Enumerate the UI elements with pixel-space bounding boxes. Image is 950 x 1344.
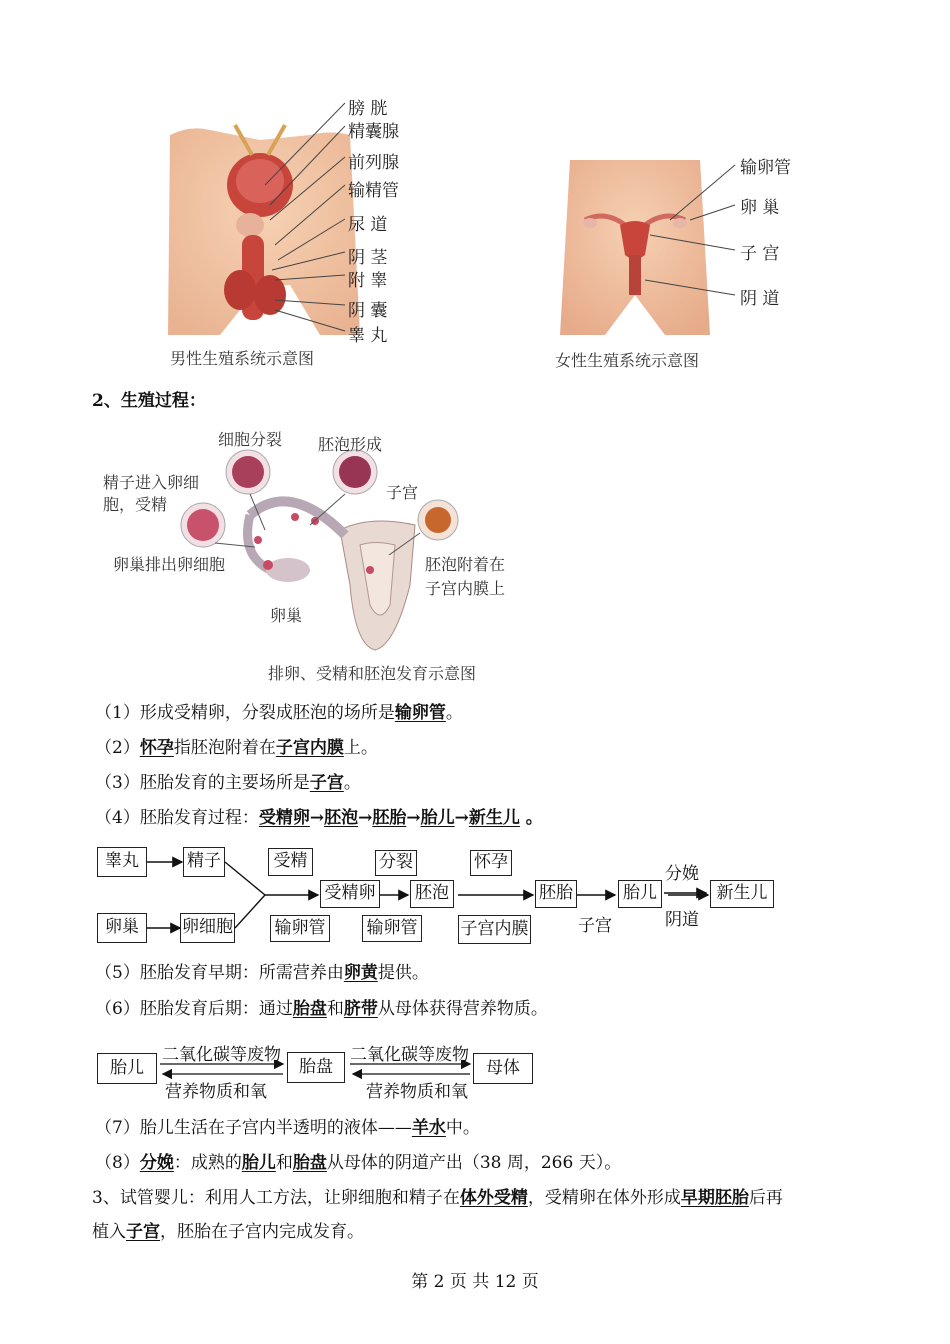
label-uterus: 子 宫 [740,244,780,264]
arrow: → [454,808,469,828]
label-vagina: 阴 道 [740,289,780,309]
item-2-answer-1: 怀孕 [139,738,174,758]
flow-2-arrows [155,1060,480,1080]
section-3-mid: ，受精卵在体外形成 [527,1188,681,1208]
box-testis: 睾丸 [97,847,147,877]
label-ovary: 卵 巢 [740,198,780,218]
box-fetus-2: 胎儿 [97,1053,157,1084]
item-5 [95,962,429,984]
box-ovary: 卵巢 [97,913,147,943]
item-7-post: 中。 [445,1118,480,1138]
item-5-pre: （5）胚胎发育早期：所需营养由 [95,963,344,983]
item-6-post: 从母体获得营养物质。 [377,999,548,1019]
section-3-post: 后再 [748,1188,783,1208]
item-2-mid: 指胚泡附着在 [173,738,276,758]
item-2-pre: （2） [95,738,140,758]
item-4-a5: 新生儿 [468,808,520,828]
box-newborn: 新生儿 [710,880,774,908]
item-6-answer-1: 胎盘 [292,999,327,1019]
box-egg: 卵细胞 [180,913,235,943]
label-prostate: 前列腺 [348,153,399,173]
page-footer: 第 2 页 共 12 页 [411,1272,539,1292]
item-8-post: 从母体的阴道产出（38 周，266 天）。 [326,1153,622,1173]
section-3-line-2-answer: 子宫 [126,1222,160,1242]
text-waste-1: 二氧化碳等废物 [162,1045,281,1065]
label-bladder: 膀 胱 [348,99,388,119]
label-urethra: 尿 道 [348,215,388,235]
item-3 [95,772,361,794]
item-4 [95,807,543,829]
item-2 [95,737,378,759]
box-oviduct-2: 输卵管 [362,915,422,942]
female-label-lines [640,160,740,300]
section-3-line-2-pre: 植入 [92,1222,126,1242]
item-7 [95,1117,480,1139]
section-3-answer-2: 早期胚胎 [680,1188,749,1208]
arrow: → [358,808,373,828]
box-mother: 母体 [473,1053,533,1084]
item-8-answer-2: 胎儿 [241,1153,276,1173]
item-4-a1: 受精卵 [258,808,310,828]
text-vagina: 阴道 [665,910,699,930]
box-fertilization: 受精 [268,848,313,876]
item-8 [95,1152,621,1174]
box-zygote: 受精卵 [320,880,380,908]
item-6 [95,998,548,1020]
item-4-pre: （4）胚胎发育过程： [95,808,259,828]
label-uterus-process: 子宫 [386,483,419,502]
label-epididymis: 附 睾 [348,271,388,291]
item-4-post: 。 [519,808,543,828]
text-waste-2: 二氧化碳等废物 [350,1045,469,1065]
item-8-mid-1: ：成熟的 [173,1153,242,1173]
label-sperm-enter-1: 精子进入卵细 [103,473,200,492]
item-5-answer: 卵黄 [343,963,378,983]
item-8-answer-1: 分娩 [139,1153,174,1173]
process-figure-caption: 排卵、受精和胚泡发育示意图 [268,664,477,683]
item-1-post: 。 [445,703,463,723]
box-endometrium: 子宫内膜 [458,915,531,944]
label-scrotum: 阴 囊 [348,301,388,321]
item-8-pre: （8） [95,1153,140,1173]
male-label-lines [260,95,350,345]
item-8-answer-3: 胎盘 [292,1153,327,1173]
section-3-line-1 [92,1187,783,1209]
arrow: → [309,808,325,828]
section-3-line-2-post: ，胚胎在子宫内完成发育。 [160,1222,364,1242]
section-3-pre: 3、试管婴儿：利用人工方法，让卵细胞和精子在 [92,1188,460,1208]
item-3-answer: 子宫 [309,773,344,793]
section-3-answer-1: 体外受精 [459,1188,528,1208]
label-ovulation: 卵巢排出卵细胞 [113,555,226,574]
text-nutrient-2: 营养物质和氧 [366,1082,468,1102]
box-sperm: 精子 [183,847,225,877]
item-2-post: 上。 [343,738,378,758]
female-figure-caption: 女性生殖系统示意图 [555,351,700,370]
item-1-answer: 输卵管 [394,703,446,723]
label-cell-division: 细胞分裂 [218,430,283,449]
section-2-title: 2、生殖过程： [92,391,206,411]
box-oviduct-1: 输卵管 [270,915,330,942]
item-6-pre: （6）胚胎发育后期：通过 [95,999,293,1019]
box-fetus: 胎儿 [618,880,662,908]
item-2-answer-2: 子宫内膜 [275,738,344,758]
text-uterus-flow: 子宫 [578,916,612,936]
box-embryo: 胚胎 [535,880,577,908]
arrow: → [406,808,421,828]
item-6-mid: 和 [326,999,344,1019]
male-figure-caption: 男性生殖系统示意图 [170,349,315,368]
label-penis: 阴 茎 [348,248,388,268]
box-division: 分裂 [375,850,417,876]
item-4-a2: 胚泡 [324,808,359,828]
item-4-a3: 胚胎 [372,808,407,828]
box-blastocyst: 胚泡 [410,880,454,908]
flow-1-delivery-arrow [660,885,715,901]
process-circles [170,445,500,555]
label-blastocyst-formation: 胚泡形成 [318,435,383,454]
item-5-post: 提供。 [377,963,429,983]
item-3-text: （3）胚胎发育的主要场所是 [95,773,310,793]
label-sperm-enter-2: 胞，受精 [103,495,168,514]
item-4-a4: 胎儿 [420,808,455,828]
box-pregnancy: 怀孕 [470,850,512,876]
label-seminal-vesicle: 精囊腺 [348,122,399,142]
label-implant-1: 胚泡附着在 [425,555,506,574]
label-vas-deferens: 输精管 [348,181,399,201]
item-6-answer-2: 脐带 [343,999,378,1019]
item-3-post: 。 [343,773,361,793]
label-ovary-process: 卵巢 [270,606,303,625]
item-1-text: （1）形成受精卵，分裂成胚泡的场所是 [95,703,395,723]
item-7-pre: （7）胎儿生活在子宫内半透明的液体—— [95,1118,412,1138]
item-8-mid-2: 和 [275,1153,293,1173]
text-delivery: 分娩 [665,864,699,884]
section-3-line-2 [92,1221,364,1243]
label-oviduct: 输卵管 [740,158,791,178]
box-placenta: 胎盘 [287,1052,345,1083]
text-nutrient-1: 营养物质和氧 [165,1082,267,1102]
item-7-answer: 羊水 [411,1118,446,1138]
item-1 [95,702,463,724]
label-testis: 睾 丸 [348,326,388,346]
label-implant-2: 子宫内膜上 [425,579,506,598]
